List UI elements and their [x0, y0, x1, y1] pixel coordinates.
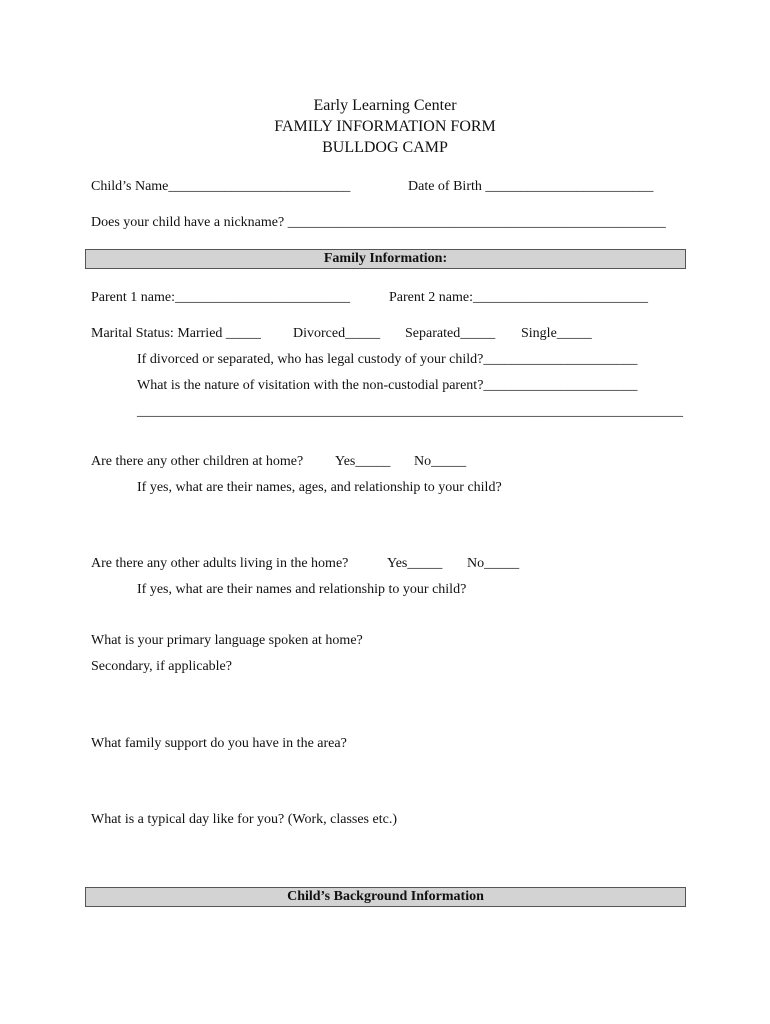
visitation-continued-line[interactable]: ______________________________________________________________________________ — [137, 404, 683, 419]
marital-status-married[interactable]: Marital Status: Married _____ — [91, 326, 261, 341]
secondary-language-question: Secondary, if applicable? — [91, 659, 232, 674]
camp-name: BULLDOG CAMP — [322, 139, 448, 156]
form-title: FAMILY INFORMATION FORM — [274, 118, 496, 135]
other-children-followup: If yes, what are their names, ages, and relationship to your child? — [137, 480, 502, 495]
other-adults-followup: If yes, what are their names and relationship to your child? — [137, 582, 467, 597]
childs-name-field[interactable]: Child’s Name__________________________ — [91, 179, 351, 194]
other-children-question: Are there any other children at home? — [91, 454, 304, 469]
center-name: Early Learning Center — [313, 97, 457, 114]
date-of-birth-field[interactable]: Date of Birth ________________________ — [408, 179, 654, 194]
primary-language-question: What is your primary language spoken at home? — [91, 633, 363, 648]
family-support-question: What family support do you have in the area? — [91, 736, 347, 751]
other-children-yes[interactable]: Yes_____ — [335, 454, 391, 469]
typical-day-question: What is a typical day like for you? (Work, classes etc.) — [91, 812, 397, 827]
childs-background-heading: Child’s Background Information — [85, 887, 686, 907]
marital-status-single[interactable]: Single_____ — [521, 326, 592, 341]
other-adults-yes[interactable]: Yes_____ — [387, 556, 443, 571]
parent2-name-field[interactable]: Parent 2 name:_________________________ — [389, 290, 648, 305]
marital-status-divorced[interactable]: Divorced_____ — [293, 326, 381, 341]
visitation-field[interactable]: What is the nature of visitation with the non-custodial parent?______________________ — [137, 378, 638, 393]
family-information-heading: Family Information: — [85, 249, 686, 269]
marital-status-separated[interactable]: Separated_____ — [405, 326, 496, 341]
other-adults-question: Are there any other adults living in the home? — [91, 556, 349, 571]
other-children-no[interactable]: No_____ — [414, 454, 467, 469]
legal-custody-field[interactable]: If divorced or separated, who has legal custody of your child?______________________ — [137, 352, 638, 367]
other-adults-no[interactable]: No_____ — [467, 556, 520, 571]
nickname-field[interactable]: Does your child have a nickname? ______________________________________________________ — [91, 215, 666, 230]
parent1-name-field[interactable]: Parent 1 name:_________________________ — [91, 290, 350, 305]
